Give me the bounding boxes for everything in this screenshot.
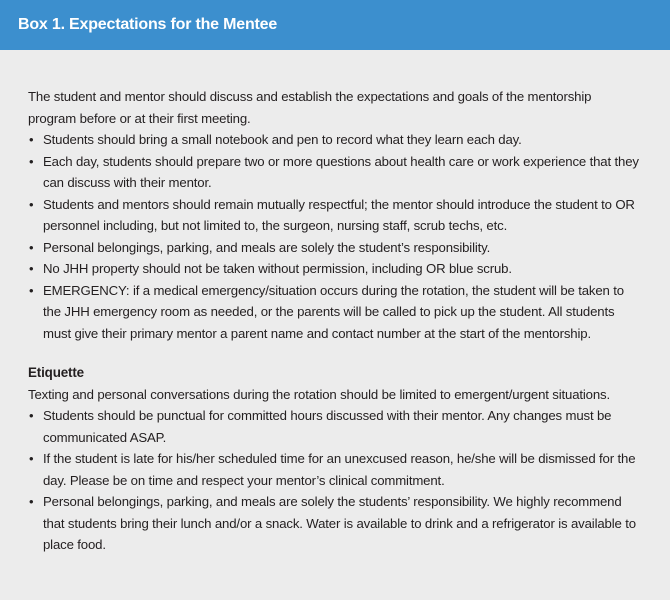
list-item: • Students should be punctual for committed hours discussed with their mentor. Any changes must be communicated ASAP. <box>28 405 640 448</box>
etiquette-intro: Texting and personal conversations during the rotation should be limited to emergent/urgent situations. <box>28 386 611 402</box>
list-item: • No JHH property should not be taken without permission, including OR blue scrub. <box>28 258 640 280</box>
box-header <box>0 0 670 50</box>
list-item: • Personal belongings, parking, and meals are solely the student’s responsibility. <box>28 237 640 259</box>
box-content <box>0 50 670 556</box>
intro-paragraph: The student and mentor should discuss and establish the expectations and goals of the mentorship program before or at their first meeting. <box>28 89 592 126</box>
list-item: • EMERGENCY: if a medical emergency/situation occurs during the rotation, the student will be taken to the JHH emergency room as needed, or the parents will be called to pick up the student. All students must give their primary mentor a parent name and contact number at the start of the mentorship. <box>28 280 640 345</box>
list-item: • If the student is late for his/her scheduled time for an unexcused reason, he/she will be dismissed for the day. Please be on time and respect your mentor’s clinical commitment. <box>28 448 640 491</box>
expectations-list <box>28 129 640 344</box>
box-title: Box 1. Expectations for the Mentee <box>18 16 278 33</box>
list-item: • Students should bring a small notebook and pen to record what they learn each day. <box>28 129 640 151</box>
list-item: • Personal belongings, parking, and meals are solely the students’ responsibility. We highly recommend that students bring their lunch and/or a snack. Water is available to drink and a refrigerator is available to place food. <box>28 491 640 556</box>
etiquette-list <box>28 405 640 556</box>
etiquette-heading: Etiquette <box>28 365 84 380</box>
list-item: • Students and mentors should remain mutually respectful; the mentor should introduce the student to OR personnel including, but not limited to, the surgeon, nursing staff, scrub techs, etc. <box>28 194 640 237</box>
list-item: • Each day, students should prepare two or more questions about health care or work experience that they can discuss with their mentor. <box>28 151 640 194</box>
